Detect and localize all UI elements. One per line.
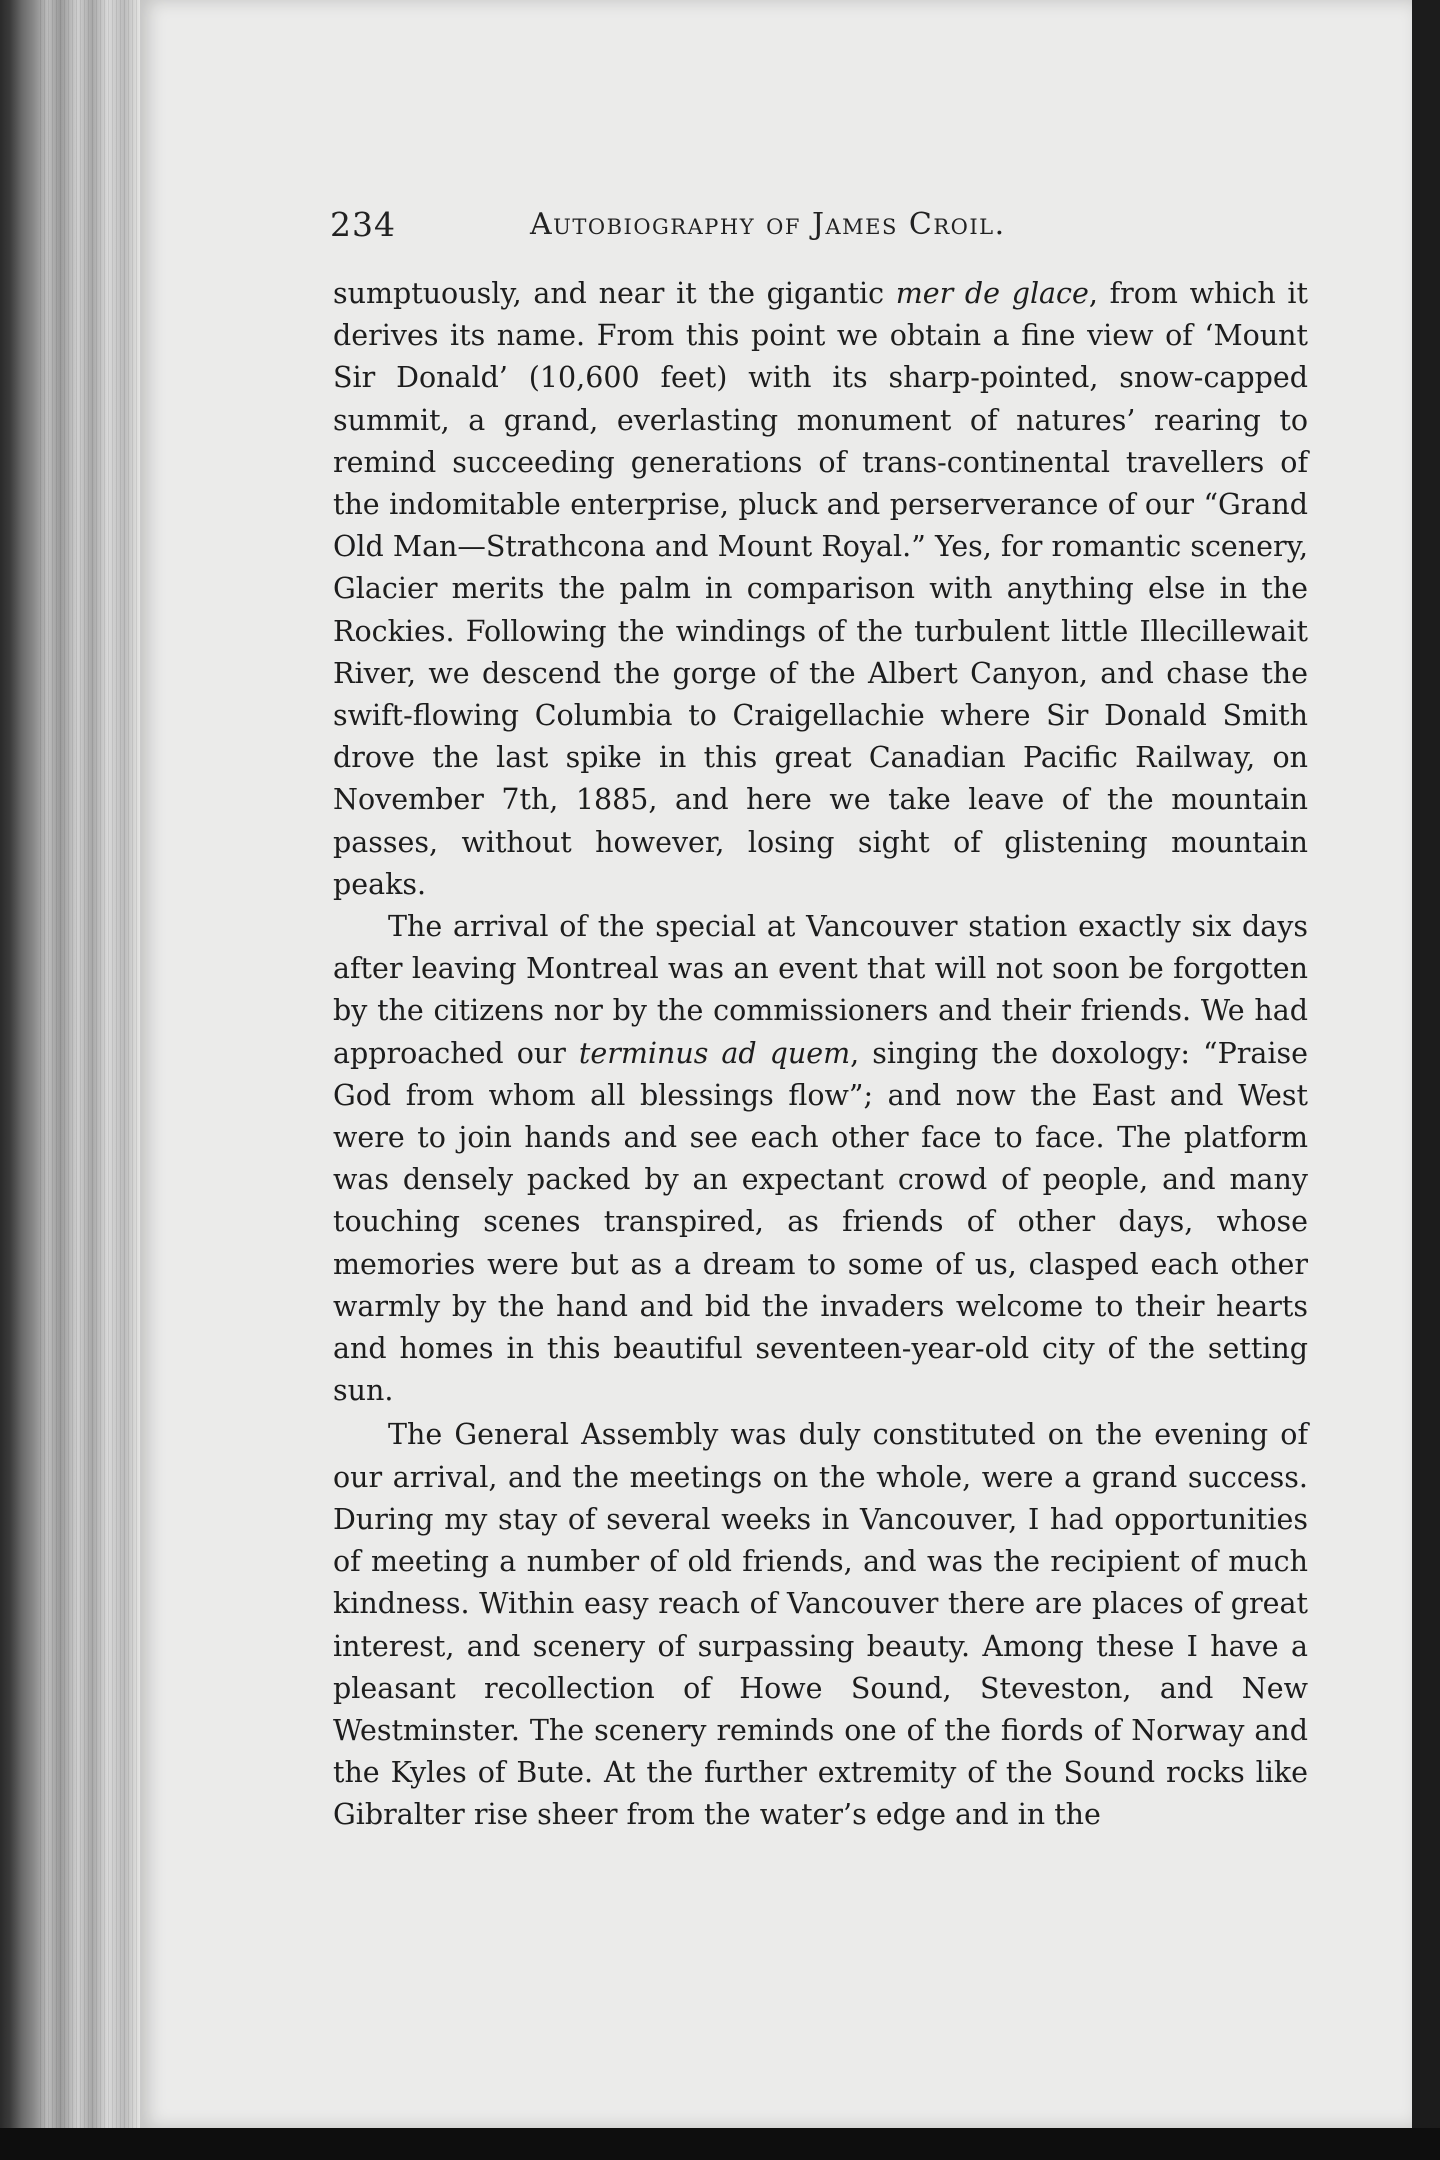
paragraph-1-text-a: sumptuously, and near it the gigantic [333,277,896,310]
paragraph-2 [333,906,1308,1412]
paragraph-2-text-a: The arrival of the special at Vancouver station exactly six days after leaving Montreal was an event that will not soon be forgotten by the citizens nor by the commissioners and their friends. We had approached our [333,910,1308,1070]
body-text [333,273,1308,1837]
page-edge-lines [40,0,140,2160]
paragraph-2-text-b: , singing the doxology: “Praise God from whom all blessings flow”; and now the East and West were to join hands and see each other face to face. The platform was densely packed by an expectant crowd of people, and many touching scenes transpired, as friends of other days, whose memories were but as a dream to some of us, clasped each other warmly by the hand and bid the invaders welcome to their hearts and homes in this beautiful seventeen-year-old city of the setting sun. [333,1036,1308,1408]
paragraph-3-text: The General Assembly was duly constituted on the evening of our arrival, and the meetings on the whole, were a grand success. During my stay of several weeks in Vancouver, I had opportunities of meeting a number of old friends, and was the recipient of much kindness. Within easy reach of Vancouver there are places of great interest, and scenery of surpassing beauty. Among these I have a pleasant recollection of Howe Sound, Steveston, and New Westminster. The scenery reminds one of the fiords of Norway and the Kyles of Bute. At the further extremity of the Sound rocks like Gibralter rise sheer from the water’s edge and in the [333,1418,1308,1832]
page-number: 234 [330,205,396,244]
paragraph-2-italic-phrase: terminus ad quem [578,1036,851,1070]
scan-bottom-border [0,2128,1440,2160]
page-header [330,205,1305,255]
paragraph-1 [333,273,1308,906]
paragraph-1-text-b: , from which it derives its name. From this point we obtain a fine view of ‘Mount Sir Donald’ (10,600 feet) with its sharp-pointed, snow-capped summit, a grand, everlasting monument of natures’ rearing to remind succeeding generations of trans-continental travellers of the indomitable enterprise, pluck and perserverance of our “Grand Old Man—Strathcona and Mount Royal.” Yes, for romantic scenery, Glacier merits the palm in comparison with anything else in the Rockies. Following the windings of the turbulent little Illecillewait River, we descend the gorge of the Albert Canyon, and chase the swift-flowing Columbia to Craigellachie where Sir Donald Smith drove the last spike in this great Canadian Pacific Railway, on November 7th, 1885, and here we take leave of the mountain passes, without however, losing sight of glistening mountain peaks. [333,277,1308,901]
running-title: Autobiography of James Croil. [530,207,1006,242]
paragraph-1-italic-phrase: mer de glace [895,277,1089,310]
scan-right-border [1412,0,1440,2160]
paragraph-3 [333,1414,1308,1836]
